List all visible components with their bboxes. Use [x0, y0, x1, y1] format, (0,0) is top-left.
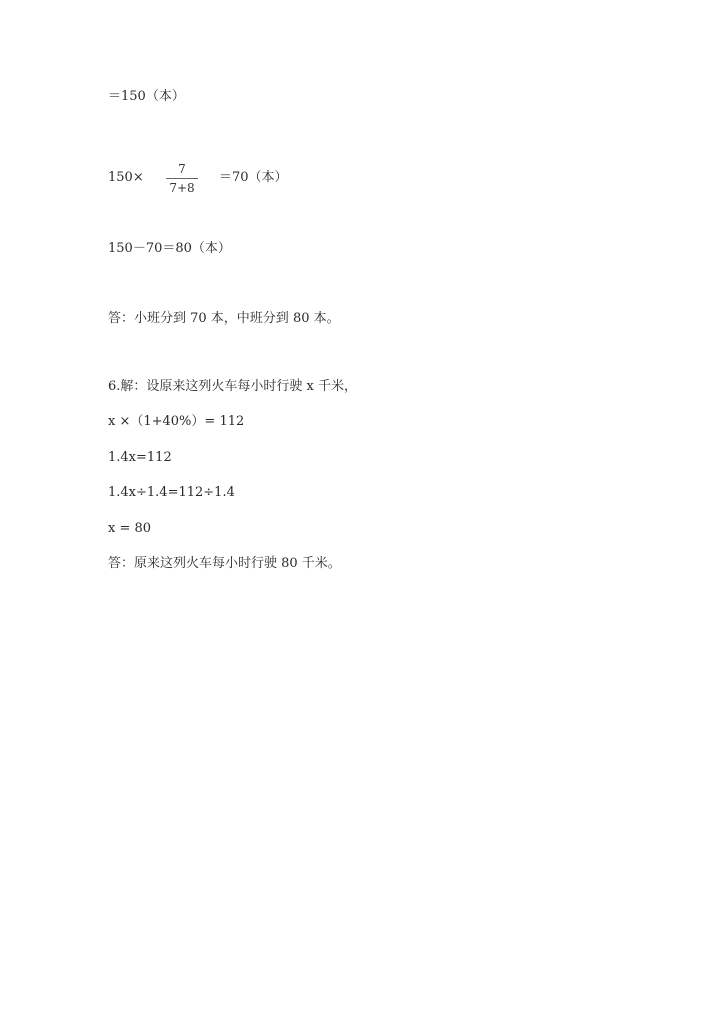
answer-5: 答：小班分到 70 本，中班分到 80 本。 — [108, 311, 340, 326]
fraction-seven-fifteenths — [166, 162, 198, 195]
equation-small-class-prefix: 150× — [108, 170, 144, 185]
fraction-denominator: 7+8 — [169, 181, 195, 195]
problem-6-step-2: 1.4x÷1.4=112÷1.4 — [108, 485, 235, 500]
fraction-numerator: 7 — [178, 162, 186, 176]
problem-6-solution-intro: 6.解：设原来这列火车每小时行驶 x 千米， — [108, 379, 357, 394]
equation-middle-class: 150－70＝80（本） — [108, 241, 231, 256]
equation-total-books: ＝150（本） — [108, 89, 185, 104]
equation-small-class-result: ＝70（本） — [219, 170, 288, 185]
problem-6-step-1: 1.4x=112 — [108, 450, 172, 465]
fraction-bar — [166, 178, 198, 179]
answer-6: 答：原来这列火车每小时行驶 80 千米。 — [108, 556, 341, 571]
problem-6-step-3: x = 80 — [108, 521, 152, 536]
problem-6-equation: x ×（1+40%）= 112 — [108, 414, 245, 429]
